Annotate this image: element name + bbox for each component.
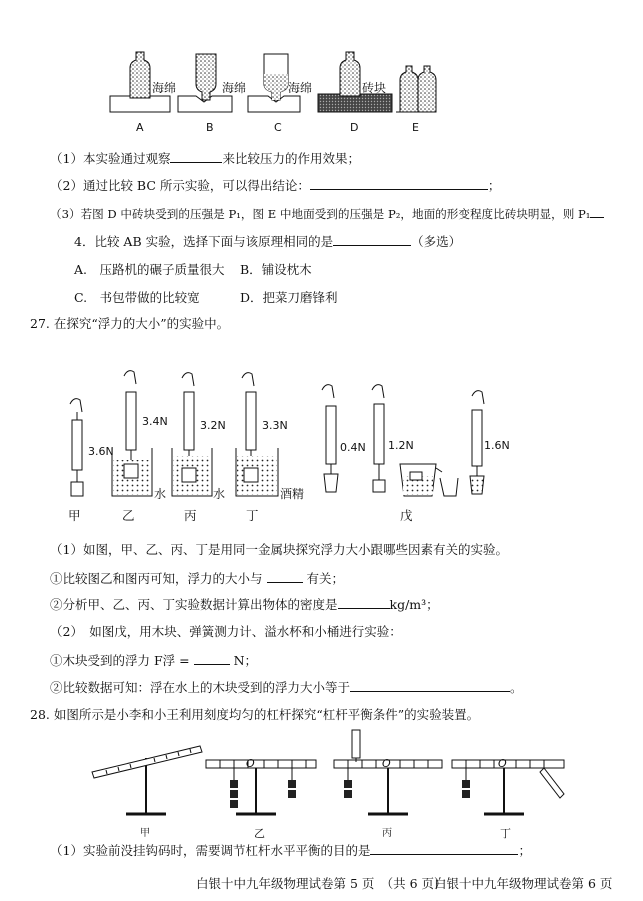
liquid-yi: 水 [154,487,167,501]
q28-title: 28. 如图所示是小李和小王利用刻度均匀的杠杆探究“杠杆平衡条件”的实验装置。 [30,707,480,722]
name-lever-ding: 丁 [500,827,511,840]
q26-line4: 4．比较 AB 实验，选择下面与该原理相同的是 （多选） [74,234,462,249]
footer-page-6: 白银十中九年级物理试卷第 6 页 [434,876,613,891]
panel-e [396,66,436,112]
reading-bing: 3.2N [200,419,226,432]
name-lever-yi: 乙 [254,827,265,840]
panel-label-d: D [350,121,359,134]
setup-jia [70,399,83,496]
pivot-ding: O [498,757,507,770]
name-lever-bing: 丙 [382,828,392,839]
lever-jia [92,746,202,814]
blank[interactable] [170,150,222,163]
q27-line2: ①比较图乙和图丙可知，浮力的大小与 有关； [50,571,345,586]
label-sponge-b: 海绵 [222,81,247,95]
option-a: A. 压路机的碾子质量很大 [74,262,225,277]
name-bing: 丙 [184,508,197,523]
label-brick-d: 砖块 [362,81,387,95]
blank[interactable] [350,679,510,692]
blank[interactable] [194,652,230,665]
reading-wu-2: 1.2N [388,439,414,452]
reading-ding: 3.3N [262,419,288,432]
blank[interactable] [338,596,390,609]
panel-label-c: C [274,121,282,134]
figure-lever-experiment [86,728,576,828]
q27-title: 27. 在探究“浮力的大小”的实验中。 [30,316,230,331]
q26-line2: （2）通过比较 BC 所示实验，可以得出结论： ； [50,178,501,193]
blank[interactable] [370,842,518,855]
footer-page-5: 白银十中九年级物理试卷第 5 页 （共 6 页） [196,876,447,891]
reading-jia: 3.6N [88,445,114,458]
pivot-bing: O [382,757,391,770]
blank[interactable] [267,570,303,583]
q28-line1: （1）实验前没挂钩码时，需要调节杠杆水平平衡的目的是 ； [50,843,531,858]
setup-ding [236,373,278,496]
blank[interactable] [590,205,604,218]
panel-label-b: B [206,121,214,134]
q27-line5: ①木块受到的浮力 F浮 = N； [50,653,258,668]
setup-bing [172,373,212,496]
figure-pressure-experiment [100,40,440,140]
lever-yi [206,760,316,814]
lever-ding [452,760,564,814]
blank[interactable] [310,177,488,190]
pivot-yi: O [246,757,255,770]
label-sponge-a: 海绵 [152,81,177,95]
name-lever-jia: 甲 [140,828,150,839]
q26-line3: （3）若图 D 中砖块受到的压强是 P₁，图 E 中地面受到的压强是 P₂，地面的形变程度比砖块明显，则 P₁ [50,205,604,222]
panel-label-e: E [412,121,419,134]
setup-yi [112,371,152,496]
name-jia: 甲 [68,508,81,523]
liquid-ding: 酒精 [280,487,305,501]
q27-line3: ②分析甲、乙、丙、丁实验数据计算出物体的密度是 kg/m³； [50,597,439,612]
reading-wu-1: 0.4N [340,441,366,454]
q27-line6: ②比较数据可知：浮在水上的木块受到的浮力大小等于 。 [50,680,523,695]
reading-yi: 3.4N [142,415,168,428]
liquid-bing: 水 [213,487,226,501]
q27-part2: （2） 如图戊，用木块、弹簧测力计、溢水杯和小桶进行实验： [50,624,402,639]
lever-bing [334,730,442,814]
name-wu: 戊 [400,508,413,523]
name-yi: 乙 [122,508,135,523]
label-sponge-c: 海绵 [288,81,313,95]
q27-part1: （1）如图，甲、乙、丙、丁是用同一金属块探究浮力大小跟哪些因素有关的实验。 [50,542,508,557]
reading-wu-3: 1.6N [484,439,510,452]
option-d: D．把菜刀磨锋利 [240,290,338,305]
name-ding: 丁 [246,508,259,523]
option-c: C. 书包带做的比较宽 [74,290,200,305]
q26-line1: （1）本实验通过观察 来比较压力的作用效果； [50,151,360,166]
panel-label-a: A [136,121,144,134]
blank[interactable] [333,233,411,246]
option-b: B．铺设枕木 [240,262,312,277]
